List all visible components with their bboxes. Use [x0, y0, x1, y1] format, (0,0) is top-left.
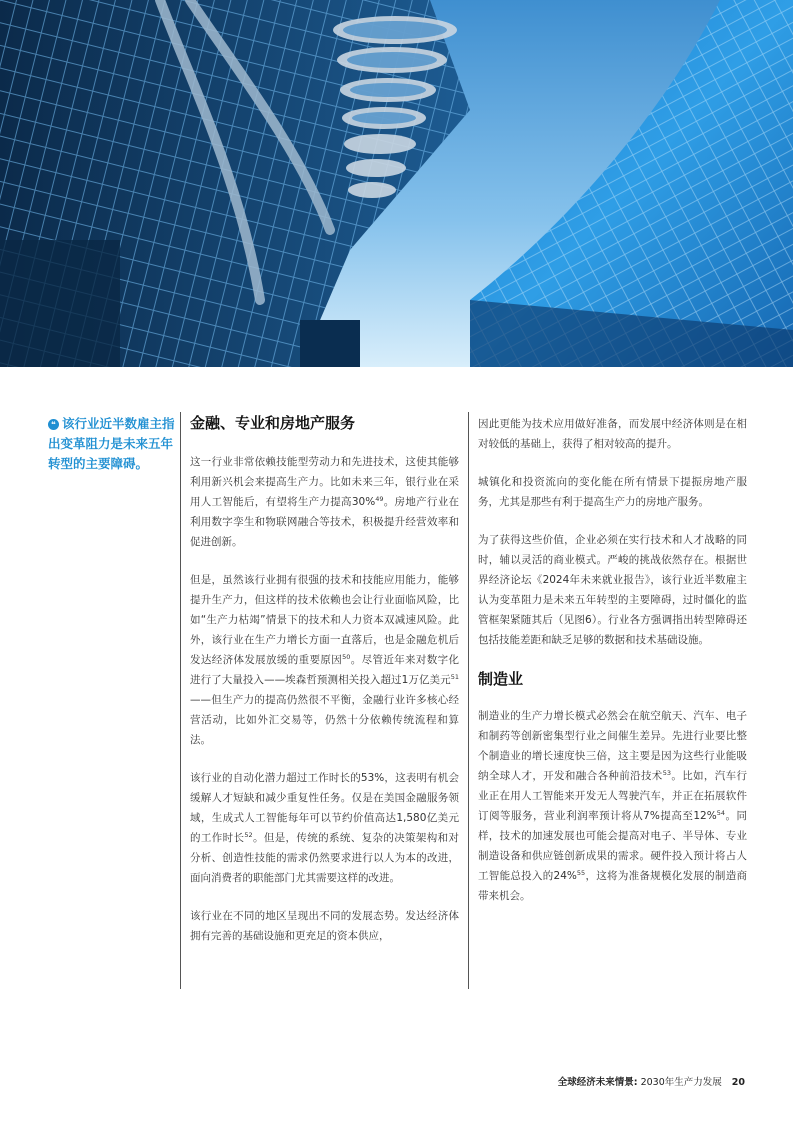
page-number: 20: [731, 1077, 745, 1088]
column-right: [478, 414, 747, 924]
paragraph-text: 。房地产行业在利用数字孪生和物联网融合等技术，积极提升经营效率和促进创新。: [190, 496, 459, 548]
hero-image: [0, 0, 793, 367]
report-subtitle: 2030年生产力发展: [637, 1077, 722, 1088]
quote-icon: ❝: [48, 419, 59, 430]
column-left: [190, 412, 459, 964]
pull-quote: [48, 414, 176, 474]
pull-quote-text: 该行业近半数雇主指出变革阻力是未来五年转型的主要障碍。: [48, 416, 175, 471]
paragraph: [190, 768, 459, 888]
section-title-finance: 金融、专业和房地产服务: [190, 414, 356, 432]
paragraph-text: 城镇化和投资流向的变化能在所有情景下提振房地产服务，尤其是那些有利于提高生产力的房地产服务。: [478, 476, 747, 508]
footnote-ref: 53: [662, 769, 671, 777]
section-finance-continued: [478, 414, 747, 650]
paragraph-text: 该行业在不同的地区呈现出不同的发展态势。发达经济体拥有完善的基础设施和更充足的资本供应，: [190, 910, 459, 942]
paragraph-text: 这一行业非常依赖技能型劳动力和先进技术，这使其能够利用新兴机会来提高生产力。比如未来三年，银行业在采用人工智能后，有望将生产力提高30%: [190, 456, 459, 508]
paragraph: [190, 570, 459, 750]
report-title: 全球经济未来情景:: [557, 1077, 638, 1088]
column-divider-left: [180, 412, 181, 989]
section-finance-body: [190, 452, 459, 946]
paragraph-text: ——但生产力的提高仍然很不平衡，金融行业许多核心经营活动，比如外汇交易等，仍然十分依赖传统流程和算法。: [190, 694, 459, 746]
paragraph-text: ，这将为准备规模化发展的制造商带来机会。: [478, 870, 748, 902]
paragraph: [478, 530, 747, 650]
footnote-ref: 52: [244, 831, 253, 839]
paragraph-text: 。尽管近年来对数字化进行了大量投入——埃森哲预测相关投入超过1万亿美元: [190, 654, 460, 686]
paragraph-text: 。比如，汽车行业正在用人工智能来开发无人驾驶汽车，并正在拓展软件订阅等服务，营业利润率预计将从7%提高至12%: [478, 770, 748, 822]
paragraph-text: 为了获得这些价值，企业必须在实行技术和人才战略的同时，辅以灵活的商业模式。严峻的挑战依然存在。根据世界经济论坛《2024年未来就业报告》，该行业近半数雇主认为变革阻力是未来五年转型的主要障碍，过时僵化的监管框架紧随其后（见图6）。行业各方强调指出转型障碍还包括技能差距和缺乏足够的数据和技术基础设施。: [478, 534, 747, 646]
paragraph: [478, 472, 747, 512]
paragraph-text: 但是，虽然该行业拥有很强的技术和技能应用能力，能够提升生产力，但这样的技术依赖也会让行业面临风险，比如“生产力枯竭”情景下的技术和人力资本双减速风险。此外，该行业在生产力增长方面一直落后，也是金融危机后发达经济体发展放缓的重要原因: [190, 574, 459, 666]
page-footer: [558, 1074, 745, 1088]
paragraph-text: 因此更能为技术应用做好准备，而发展中经济体则是在相对较低的基础上，获得了相对较高的提升。: [478, 418, 747, 450]
paragraph-text: 。同样，技术的加速发展也可能会提高对电子、半导体、专业制造设备和供应链创新成果的需求。硬件投入预计将占人工智能总投入的24%: [478, 810, 748, 882]
section-title-manufacturing: 制造业: [478, 670, 524, 688]
section-manufacturing-body: [478, 706, 747, 906]
column-divider-right: [468, 412, 469, 989]
paragraph-text: 。但是，传统的系统、复杂的决策架构和对分析、创造性技能的需求仍然要求进行以人为本的改进，面向消费者的职能部门尤其需要这样的改进。: [190, 832, 460, 884]
footnote-ref: 54: [716, 809, 725, 817]
skyscraper-photo: [0, 0, 793, 367]
footnote-ref: 49: [375, 495, 384, 503]
paragraph: [190, 452, 459, 552]
paragraph: [478, 706, 747, 906]
paragraph-text: 该行业的自动化潜力超过工作时长的53%，这表明有机会缓解人才短缺和减少重复性任务。仅是在美国金融服务领域，生成式人工智能每年可以节约价值高达1,580亿美元的工作时长: [190, 772, 459, 844]
paragraph-text: 制造业的生产力增长模式必然会在航空航天、汽车、电子和制药等创新密集型行业之间催生差异。先进行业要比整个制造业的增长速度快三倍，这主要是因为这些行业能吸纳全球人才，开发和融合各种前沿技术: [478, 710, 747, 782]
footnote-ref: 55: [576, 869, 586, 877]
footnote-ref: 50: [342, 653, 351, 661]
footnote-ref: 51: [450, 673, 459, 681]
paragraph: [190, 906, 459, 946]
paragraph: [478, 414, 747, 454]
